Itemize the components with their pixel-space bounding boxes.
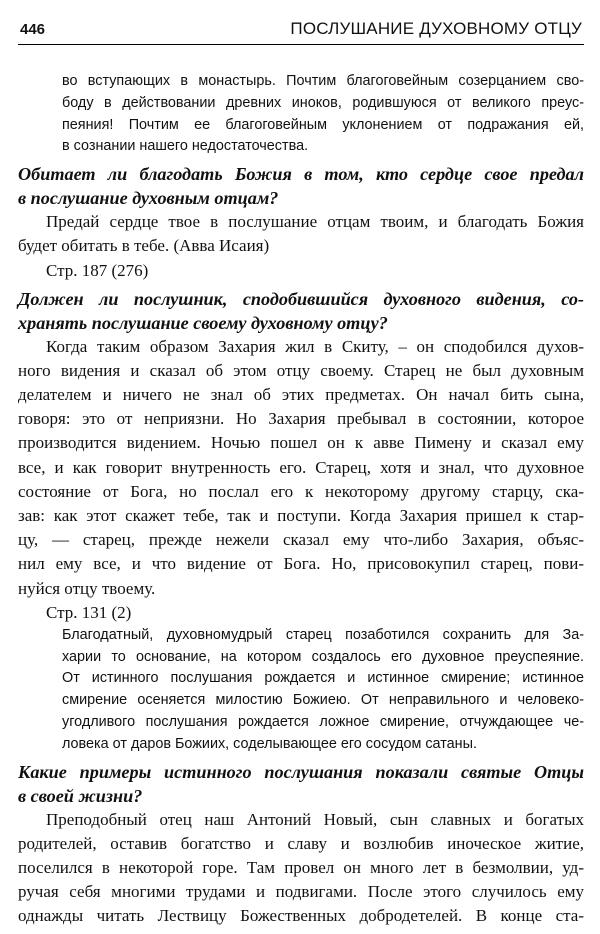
- text-line: поселился в некоторой горе. Там провел он много лет в безмолвии, уд-: [18, 858, 584, 878]
- question-heading-2: [18, 287, 584, 335]
- text-line: делателем и ничего не знал об этих предметах. Он начал бить сына,: [18, 385, 584, 404]
- answer-paragraph-1: [18, 210, 584, 258]
- text-line: пеяния! Почтим ее благоговейным уклонением от подражания ей,: [62, 116, 584, 133]
- question-line: Обитает ли благодать Божия в том, кто сердце свое предал: [18, 164, 584, 185]
- answer-paragraph-3: [18, 808, 584, 929]
- text-line: производится видением. Ночью пошел он к авве Пимену и сказал ему: [18, 433, 584, 453]
- source-reference-1: Стр. 187 (276): [46, 260, 149, 280]
- text-line: Преподобный отец наш Антоний Новый, сын славных и богатых: [46, 809, 584, 829]
- text-line: Когда таким образом Захария жил в Скиту, – он сподобился духов-: [46, 336, 584, 356]
- text-line: однажды читать Лествицу Божественных добродетелей. В конце ста-: [18, 906, 584, 926]
- text-line: во вступающих в монастырь. Почтим благоговейным созерцанием сво-: [62, 73, 584, 89]
- source-reference-2: Стр. 131 (2): [46, 602, 132, 622]
- question-line: хранять послушание своему духовному отцу?: [18, 312, 388, 333]
- text-line: все, и как говорит внутренность его. Старец, хотя и знал, что духовное: [18, 457, 584, 477]
- question-line: в послушание духовным отцам?: [18, 188, 279, 209]
- text-line: ного видения и сказал об этом отцу своему. Старец не был духовным: [18, 360, 584, 380]
- commentary-note: [62, 625, 584, 756]
- question-line: Должен ли послушник, сподобившийся духовного видения, со-: [18, 288, 584, 309]
- text-line: угодливого послушания рождается ложное смирение, отчуждающее че-: [62, 714, 584, 731]
- text-line: боду в действовании древних иноков, родившуюся от великого преус-: [62, 94, 584, 111]
- text-line: родителей, оставив богатство и славу и возлюбив иноческое житие,: [18, 833, 584, 853]
- text-line: в сознании нашего недостаточества.: [62, 138, 309, 155]
- text-line: ручая себя многими трудами и подвигами. После этого случилось ему: [18, 882, 584, 902]
- text-line: Предай сердце твое в послушание отцам твоим, и благодать Божия: [46, 212, 584, 232]
- intro-paragraph: [62, 71, 584, 158]
- question-heading-3: [18, 760, 584, 808]
- question-heading-1: [18, 162, 584, 210]
- text-line: ловека от даров Божиих, соделывающее его сосудом сатаны.: [62, 735, 477, 752]
- text-line: смирение осеняется милостию Божиею. От неправильного и человеко-: [62, 692, 584, 709]
- text-line: говоря: это от неприязни. Но Захария пребывал в состоянии, которое: [18, 409, 584, 429]
- text-line: От истинного послушания рождается и истинное смирение; истинное: [62, 670, 584, 687]
- question-line: Какие примеры истинного послушания показали святые Отцы: [18, 761, 584, 782]
- text-line: зав: как этот скажет тебе, так и поступи. Когда Захария пришел к стар-: [18, 506, 584, 526]
- page-header: [18, 6, 584, 45]
- page-number: 446: [20, 21, 46, 38]
- question-line: в своей жизни?: [18, 785, 143, 806]
- text-line: нуйся отцу твоему.: [18, 578, 156, 598]
- text-line: будет обитать в тебе. (Авва Исаия): [18, 236, 270, 256]
- text-line: цу, — старец, прежде нежели сказал ему что-либо Захария, объяс-: [18, 530, 584, 550]
- text-line: харии то основание, на котором создалось его духовное преуспеяние.: [62, 648, 584, 665]
- answer-paragraph-2: [18, 335, 584, 601]
- book-page: [18, 0, 584, 929]
- running-title: ПОСЛУШАНИЕ ДУХОВНОМУ ОТЦУ: [290, 19, 582, 38]
- text-line: состояние от Бога, но послал его к некоторому другому старцу, ска-: [18, 481, 584, 501]
- text-line: Благодатный, духовномудрый старец позаботился сохранить для За-: [62, 626, 584, 643]
- text-line: нил ему все, и что видение от Бога. Но, присовокупил старец, пови-: [18, 554, 584, 574]
